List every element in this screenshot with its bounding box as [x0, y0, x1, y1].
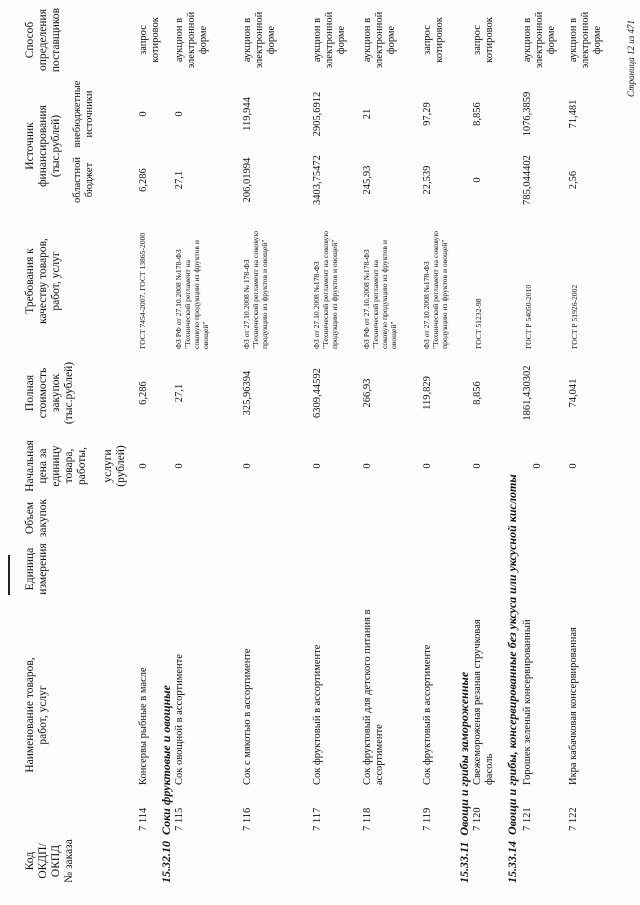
row-unit-price: 0: [242, 463, 253, 469]
row-funding-extra: 71,481: [568, 99, 579, 129]
row-requirements: ГОСТ 51232-98: [474, 298, 483, 349]
row-method: аукцион в электронной форме: [174, 11, 209, 69]
row-funding-extra: 8,856: [472, 102, 483, 126]
header-total-cost: Полная стоимость закупок (тыс.рублей): [24, 361, 75, 425]
section-heading: [458, 672, 471, 883]
row-method: запрос котировок: [472, 17, 495, 63]
row-funding-extra: 0: [174, 111, 185, 117]
row-funding-regional: 27,1: [174, 170, 185, 190]
row-funding-extra: 119,944: [242, 97, 253, 131]
row-funding-extra: 0: [138, 111, 149, 117]
row-name: Сок фруктовый в ассортименте: [312, 644, 323, 785]
row-number: 7 118: [362, 807, 373, 831]
section-code: 15.33.11: [457, 841, 471, 883]
header-code: Код ОКДП/ ОКПД № заказа: [24, 839, 75, 883]
row-funding-regional: 206,01994: [242, 157, 253, 203]
row-funding-regional: 6,286: [138, 168, 149, 192]
row-requirements: ГОСТ Р 54050-2010: [524, 284, 533, 349]
row-funding-extra: 21: [362, 108, 373, 120]
row-unit-price: 0: [312, 463, 323, 469]
row-total-cost: 27,1: [174, 383, 185, 403]
row-name: Сок с мякотью в ассортименте: [242, 648, 253, 785]
row-method: аукцион в электронной форме: [568, 11, 603, 69]
row-funding-extra: 1076,3859: [522, 91, 533, 137]
header-requirements: Требования к качеству товаров, работ, услуг: [24, 238, 62, 324]
row-requirements: ГОСТ Р 51926-2002: [570, 284, 579, 349]
row-name: Горошек зеленый консервированный: [522, 619, 533, 785]
header-funding-extra: внебюджетные источники: [72, 80, 95, 148]
row-funding-regional: 245,93: [362, 165, 373, 195]
row-number: 7 115: [174, 807, 185, 831]
row-funding-regional: 2,56: [568, 170, 579, 190]
row-method: запрос котировок: [138, 17, 161, 63]
row-unit-price: 0: [532, 463, 543, 469]
section-title: Овощи и грибы замороженные: [457, 671, 471, 836]
row-total-cost: 325,96394: [242, 370, 253, 416]
row-number: 7 114: [138, 807, 149, 831]
row-number: 7 120: [472, 807, 483, 831]
row-requirements: ГОСТ 7454-2007, ГОСТ 13865-2000: [138, 232, 147, 349]
row-name: Консервы рыбные в масле: [138, 667, 149, 785]
row-total-cost: 1861,430302: [522, 365, 533, 421]
page-footer: Страница 12 из 471: [626, 20, 636, 97]
row-method: аукцион в электронной форме: [522, 11, 557, 69]
header-method: Способ определения поставщиков: [24, 7, 62, 73]
header-unit-price: Начальная цена за единицу товара, работы, услуги (рублей): [24, 440, 127, 492]
header-volume: Объем закупок: [24, 498, 49, 538]
row-number: 7 121: [522, 807, 533, 831]
row-funding-extra: 97,29: [422, 102, 433, 126]
row-number: 7 122: [568, 807, 579, 831]
row-total-cost: 6,286: [138, 381, 149, 405]
header-funding: Источник финансирования (тыс.рублей): [24, 105, 62, 187]
row-unit-price: 0: [138, 463, 149, 469]
row-name: Сок фруктовый в ассортименте: [422, 644, 433, 785]
row-name: Икра кабачковая консервированная: [568, 627, 579, 785]
row-method: аукцион в электронной форме: [312, 11, 347, 69]
row-requirements: ФЗ от 27.10.2008 №178-ФЗ "Технический регламент на соковую продукцию из фруктов и овощей": [312, 230, 339, 349]
row-total-cost: 74,041: [568, 378, 579, 408]
row-total-cost: 119,829: [422, 376, 433, 410]
row-unit-price: 0: [362, 463, 373, 469]
row-funding-regional: 22,539: [422, 165, 433, 195]
row-unit-price: 0: [174, 463, 185, 469]
row-funding-regional: 785,044402: [522, 155, 533, 205]
row-name: Сок овощной в ассортименте: [174, 654, 185, 785]
row-unit-price: 0: [568, 463, 579, 469]
row-method: запрос котировок: [422, 17, 445, 63]
row-method: аукцион в электронной форме: [242, 11, 277, 69]
top-rule: [8, 555, 10, 595]
row-total-cost: 8,856: [472, 381, 483, 405]
row-unit-price: 0: [422, 463, 433, 469]
row-funding-regional: 0: [472, 177, 483, 183]
row-total-cost: 6309,44592: [312, 368, 323, 418]
section-title: Овощи и грибы, консервированные без уксуса или уксусной кислоты: [505, 474, 519, 835]
row-number: 7 117: [312, 807, 323, 831]
row-requirements: ФЗ РФ от 27.10.2008 №178-ФЗ "Технический регламент на соковую продукцию из фруктов и овощей": [362, 240, 398, 349]
row-unit-price: 0: [472, 463, 483, 469]
row-number: 7 116: [242, 807, 253, 831]
row-number: 7 119: [422, 807, 433, 831]
section-code: 15.32.10: [159, 841, 173, 883]
row-requirements: ФЗ РФ от 27.10.2008 №178-ФЗ "Технический регламент на соковую продукцию из фруктов и овощей": [174, 240, 210, 349]
row-method: аукцион в электронной форме: [362, 11, 397, 69]
row-total-cost: 266,93: [362, 378, 373, 408]
section-code: 15.33.14: [505, 841, 519, 883]
header-name: Наименование товаров, работ, услуг: [24, 657, 49, 773]
section-title: Соки фруктовые и овощные: [159, 685, 173, 835]
header-unit: Единица измерения: [24, 543, 49, 595]
section-heading: [506, 474, 519, 883]
row-name: Сок фруктовый для детского питания в ассортименте: [362, 609, 385, 785]
row-funding-extra: 2905,6912: [312, 91, 323, 137]
header-funding-regional: областной бюджет: [72, 157, 95, 203]
section-heading: [160, 685, 173, 883]
row-requirements: ФЗ от 27.10.2008 № 178-ФЗ "Технический регламент на соковую продукцию из фруктов и овощей": [242, 230, 269, 349]
row-requirements: ФЗ от 27.10.2008 №178-ФЗ "Технический регламент на соковую продукцию из фруктов и овощей": [422, 230, 449, 349]
row-funding-regional: 3403,75472: [312, 155, 323, 205]
row-name: Свежемороженая резаная стручковая фасоль: [472, 619, 495, 785]
